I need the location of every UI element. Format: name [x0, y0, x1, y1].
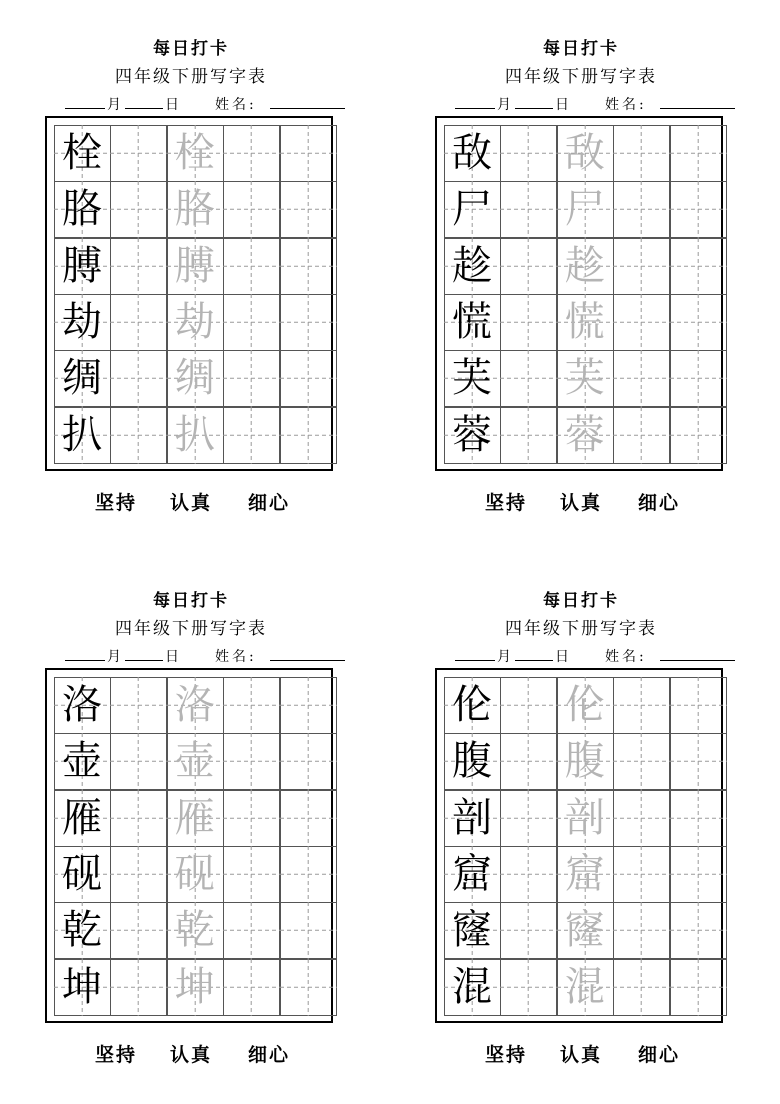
motto-word: 认真	[170, 1044, 213, 1066]
model-character: 芙	[452, 355, 492, 402]
grid-cell[interactable]	[670, 407, 726, 463]
grid-cell[interactable]	[110, 181, 166, 237]
tian-grid-lines-icon	[670, 733, 727, 790]
grid-cell[interactable]	[223, 238, 279, 294]
grid-cell[interactable]	[500, 181, 556, 237]
grid-cell[interactable]	[54, 846, 110, 902]
grid-cell[interactable]	[500, 125, 556, 181]
model-character: 伦	[452, 682, 492, 728]
grid-cell[interactable]	[280, 125, 336, 181]
grid-cell[interactable]	[557, 677, 613, 733]
model-character: 胳	[62, 186, 102, 233]
grid-cell[interactable]	[557, 181, 613, 237]
grid-cell[interactable]	[110, 902, 166, 958]
grid-cell[interactable]	[167, 238, 223, 294]
tian-grid-lines-icon	[670, 959, 727, 1016]
trace-character: 雁	[174, 794, 215, 841]
tian-grid-lines-icon	[613, 407, 670, 464]
model-character: 扒	[62, 411, 102, 458]
tian-grid-lines-icon	[500, 407, 557, 464]
grid-cell[interactable]	[444, 125, 500, 181]
tian-grid-lines-icon	[223, 181, 280, 238]
motto-word: 认真	[560, 492, 603, 514]
grid-cell[interactable]	[223, 294, 279, 350]
grid-cell[interactable]	[444, 238, 500, 294]
motto-word: 细心	[638, 492, 681, 514]
day-label: 日	[555, 649, 569, 665]
grid-cell[interactable]	[110, 790, 166, 846]
writing-grid-frame	[435, 668, 723, 1023]
day-label: 日	[165, 97, 179, 113]
grid-cell[interactable]	[500, 733, 556, 789]
grid-cell[interactable]	[110, 733, 166, 789]
tian-grid-lines-icon	[500, 125, 557, 182]
tian-grid-lines-icon	[110, 407, 167, 464]
tian-grid-lines-icon	[613, 181, 670, 238]
grid-cell[interactable]	[500, 294, 556, 350]
writing-grid	[54, 125, 336, 463]
grid-cell[interactable]	[444, 350, 500, 406]
grid-cell[interactable]	[670, 733, 726, 789]
grid-cell[interactable]	[54, 407, 110, 463]
model-character: 慌	[452, 298, 492, 345]
tian-grid-lines-icon	[670, 238, 727, 295]
grid-cell[interactable]	[444, 846, 500, 902]
month-blank[interactable]	[455, 94, 495, 109]
trace-character: 蓉	[564, 411, 605, 458]
day-blank[interactable]	[125, 94, 163, 109]
grid-cell[interactable]	[670, 846, 726, 902]
name-blank[interactable]	[270, 646, 345, 661]
tian-grid-lines-icon	[110, 959, 167, 1016]
trace-character: 壶	[174, 738, 215, 785]
grid-cell[interactable]	[500, 407, 556, 463]
grid-cell[interactable]	[444, 407, 500, 463]
tian-grid-lines-icon	[110, 846, 167, 903]
grid-cell[interactable]	[223, 677, 279, 733]
motto-word: 坚持	[95, 1044, 138, 1066]
day-blank[interactable]	[515, 646, 553, 661]
name-label: 姓名:	[215, 97, 257, 113]
tian-grid-lines-icon	[223, 407, 280, 464]
grid-cell[interactable]	[280, 846, 336, 902]
grid-cell[interactable]	[280, 407, 336, 463]
writing-grid-frame	[435, 116, 723, 471]
tian-grid-lines-icon	[613, 902, 670, 959]
tian-grid-lines-icon	[110, 350, 167, 407]
grid-cell[interactable]	[670, 181, 726, 237]
grid-cell[interactable]	[280, 294, 336, 350]
trace-character: 乾	[174, 907, 215, 954]
grid-cell[interactable]	[54, 294, 110, 350]
grid-cell[interactable]	[54, 902, 110, 958]
grid-cell[interactable]	[557, 238, 613, 294]
date-name-line	[455, 646, 735, 666]
motto-word: 细心	[248, 1044, 291, 1066]
tian-grid-lines-icon	[670, 790, 727, 847]
tian-grid-lines-icon	[613, 294, 670, 351]
trace-character: 趁	[564, 242, 605, 289]
date-name-line	[65, 646, 345, 666]
grid-cell[interactable]	[670, 790, 726, 846]
model-character: 剖	[452, 794, 492, 841]
tian-grid-lines-icon	[500, 677, 557, 734]
trace-character: 坤	[174, 963, 215, 1010]
grid-cell[interactable]	[280, 350, 336, 406]
grid-cell[interactable]	[280, 181, 336, 237]
grid-cell[interactable]	[223, 959, 279, 1015]
grid-cell[interactable]	[670, 677, 726, 733]
grid-cell[interactable]	[167, 733, 223, 789]
tian-grid-lines-icon	[500, 733, 557, 790]
name-label: 姓名:	[605, 649, 647, 665]
trace-character: 尸	[564, 186, 605, 233]
grid-cell[interactable]	[670, 125, 726, 181]
tian-grid-lines-icon	[500, 294, 557, 351]
motto-word: 坚持	[485, 492, 528, 514]
grid-cell[interactable]	[500, 238, 556, 294]
tian-grid-lines-icon	[110, 902, 167, 959]
tian-grid-lines-icon	[670, 294, 727, 351]
tian-grid-lines-icon	[280, 846, 337, 903]
tian-grid-lines-icon	[280, 959, 337, 1016]
motto-word: 坚持	[95, 492, 138, 514]
grid-cell[interactable]	[54, 238, 110, 294]
model-character: 洛	[62, 682, 102, 728]
grid-cell[interactable]	[557, 350, 613, 406]
tian-grid-lines-icon	[280, 350, 337, 407]
trace-character: 扒	[174, 411, 215, 458]
tian-grid-lines-icon	[280, 294, 337, 351]
card-subtitle: 四年级下册写字表	[505, 67, 657, 87]
model-character: 乾	[62, 907, 102, 954]
grid-cell[interactable]	[444, 677, 500, 733]
name-label: 姓名:	[605, 97, 647, 113]
grid-cell[interactable]	[670, 959, 726, 1015]
tian-grid-lines-icon	[280, 790, 337, 847]
grid-cell[interactable]	[167, 846, 223, 902]
grid-cell[interactable]	[670, 294, 726, 350]
grid-cell[interactable]	[280, 238, 336, 294]
tian-grid-lines-icon	[500, 902, 557, 959]
model-character: 窿	[452, 907, 492, 954]
grid-cell[interactable]	[557, 125, 613, 181]
grid-cell[interactable]	[110, 407, 166, 463]
tian-grid-lines-icon	[613, 238, 670, 295]
grid-cell[interactable]	[557, 846, 613, 902]
model-character: 壶	[62, 738, 102, 785]
tian-grid-lines-icon	[500, 846, 557, 903]
tian-grid-lines-icon	[280, 733, 337, 790]
card-subtitle: 四年级下册写字表	[115, 619, 267, 639]
model-character: 窟	[452, 850, 492, 897]
grid-cell[interactable]	[280, 733, 336, 789]
grid-cell[interactable]	[613, 733, 669, 789]
trace-character: 劫	[174, 298, 215, 345]
grid-cell[interactable]	[54, 677, 110, 733]
trace-character: 洛	[174, 682, 215, 728]
grid-cell[interactable]	[500, 790, 556, 846]
tian-grid-lines-icon	[500, 959, 557, 1016]
grid-cell[interactable]	[110, 294, 166, 350]
tian-grid-lines-icon	[223, 125, 280, 182]
model-character: 劫	[62, 298, 102, 345]
name-blank[interactable]	[270, 94, 345, 109]
tian-grid-lines-icon	[223, 846, 280, 903]
tian-grid-lines-icon	[613, 846, 670, 903]
card-title: 每日打卡	[153, 591, 229, 611]
model-character: 尸	[452, 186, 492, 233]
tian-grid-lines-icon	[670, 902, 727, 959]
writing-grid	[54, 677, 336, 1015]
grid-cell[interactable]	[110, 677, 166, 733]
tian-grid-lines-icon	[110, 294, 167, 351]
tian-grid-lines-icon	[280, 677, 337, 734]
grid-cell[interactable]	[444, 790, 500, 846]
grid-cell[interactable]	[110, 350, 166, 406]
trace-character: 膊	[174, 242, 215, 289]
day-blank[interactable]	[125, 646, 163, 661]
trace-character: 绸	[174, 355, 215, 402]
tian-grid-lines-icon	[280, 902, 337, 959]
grid-cell[interactable]	[280, 902, 336, 958]
model-character: 蓉	[452, 411, 492, 458]
grid-cell[interactable]	[110, 125, 166, 181]
tian-grid-lines-icon	[280, 181, 337, 238]
trace-character: 栓	[174, 130, 215, 176]
trace-character: 窟	[564, 850, 605, 897]
grid-cell[interactable]	[557, 959, 613, 1015]
trace-character: 慌	[564, 298, 605, 345]
model-character: 腹	[452, 738, 492, 785]
month-label: 月	[497, 97, 511, 113]
tian-grid-lines-icon	[613, 790, 670, 847]
month-blank[interactable]	[455, 646, 495, 661]
grid-cell[interactable]	[613, 902, 669, 958]
grid-cell[interactable]	[167, 350, 223, 406]
card-subtitle: 四年级下册写字表	[505, 619, 657, 639]
model-character: 绸	[62, 355, 102, 402]
grid-cell[interactable]	[167, 790, 223, 846]
grid-cell[interactable]	[500, 902, 556, 958]
tian-grid-lines-icon	[223, 959, 280, 1016]
grid-cell[interactable]	[557, 790, 613, 846]
grid-cell[interactable]	[54, 790, 110, 846]
trace-character: 砚	[174, 850, 215, 897]
tian-grid-lines-icon	[110, 125, 167, 182]
grid-cell[interactable]	[444, 959, 500, 1015]
grid-cell[interactable]	[500, 677, 556, 733]
grid-cell[interactable]	[444, 181, 500, 237]
grid-cell[interactable]	[223, 125, 279, 181]
tian-grid-lines-icon	[110, 181, 167, 238]
tian-grid-lines-icon	[110, 790, 167, 847]
month-label: 月	[107, 97, 121, 113]
tian-grid-lines-icon	[670, 125, 727, 182]
model-character: 栓	[62, 130, 102, 176]
grid-cell[interactable]	[280, 959, 336, 1015]
tian-grid-lines-icon	[670, 181, 727, 238]
model-character: 敌	[452, 130, 492, 176]
grid-cell[interactable]	[110, 959, 166, 1015]
model-character: 膊	[62, 242, 102, 289]
motto-word: 坚持	[485, 1044, 528, 1066]
grid-cell[interactable]	[167, 294, 223, 350]
grid-cell[interactable]	[613, 677, 669, 733]
tian-grid-lines-icon	[670, 350, 727, 407]
writing-grid	[444, 125, 726, 463]
date-name-line	[455, 94, 735, 114]
tian-grid-lines-icon	[280, 125, 337, 182]
grid-cell[interactable]	[54, 125, 110, 181]
tian-grid-lines-icon	[613, 125, 670, 182]
grid-cell[interactable]	[223, 407, 279, 463]
day-label: 日	[165, 649, 179, 665]
grid-cell[interactable]	[670, 902, 726, 958]
trace-character: 胳	[174, 186, 215, 233]
grid-cell[interactable]	[500, 350, 556, 406]
grid-cell[interactable]	[613, 294, 669, 350]
grid-cell[interactable]	[223, 846, 279, 902]
writing-grid-frame	[45, 668, 333, 1023]
motto-word: 细心	[638, 1044, 681, 1066]
grid-cell[interactable]	[500, 846, 556, 902]
tian-grid-lines-icon	[670, 407, 727, 464]
grid-cell[interactable]	[280, 790, 336, 846]
name-blank[interactable]	[660, 646, 735, 661]
grid-cell[interactable]	[613, 181, 669, 237]
tian-grid-lines-icon	[500, 238, 557, 295]
card-title: 每日打卡	[543, 591, 619, 611]
grid-cell[interactable]	[444, 902, 500, 958]
tian-grid-lines-icon	[223, 677, 280, 734]
day-blank[interactable]	[515, 94, 553, 109]
grid-cell[interactable]	[613, 125, 669, 181]
tian-grid-lines-icon	[110, 238, 167, 295]
month-blank[interactable]	[65, 94, 105, 109]
model-character: 混	[452, 963, 492, 1010]
grid-cell[interactable]	[557, 902, 613, 958]
day-label: 日	[555, 97, 569, 113]
month-blank[interactable]	[65, 646, 105, 661]
tian-grid-lines-icon	[110, 677, 167, 734]
tian-grid-lines-icon	[223, 350, 280, 407]
grid-cell[interactable]	[223, 902, 279, 958]
model-character: 趁	[452, 242, 492, 289]
grid-cell[interactable]	[54, 350, 110, 406]
tian-grid-lines-icon	[223, 733, 280, 790]
grid-cell[interactable]	[167, 902, 223, 958]
trace-character: 伦	[564, 682, 605, 728]
model-character: 砚	[62, 850, 102, 897]
card-subtitle: 四年级下册写字表	[115, 67, 267, 87]
tian-grid-lines-icon	[223, 294, 280, 351]
grid-cell[interactable]	[167, 181, 223, 237]
grid-cell[interactable]	[613, 846, 669, 902]
month-label: 月	[107, 649, 121, 665]
tian-grid-lines-icon	[613, 959, 670, 1016]
grid-cell[interactable]	[670, 238, 726, 294]
tian-grid-lines-icon	[280, 238, 337, 295]
grid-cell[interactable]	[54, 959, 110, 1015]
writing-grid	[444, 677, 726, 1015]
model-character: 雁	[62, 794, 102, 841]
name-blank[interactable]	[660, 94, 735, 109]
name-label: 姓名:	[215, 649, 257, 665]
card-title: 每日打卡	[543, 39, 619, 59]
tian-grid-lines-icon	[500, 350, 557, 407]
grid-cell[interactable]	[444, 733, 500, 789]
motto-word: 认真	[560, 1044, 603, 1066]
tian-grid-lines-icon	[613, 350, 670, 407]
grid-cell[interactable]	[54, 733, 110, 789]
grid-cell[interactable]	[557, 294, 613, 350]
writing-grid-frame	[45, 116, 333, 471]
grid-cell[interactable]	[670, 350, 726, 406]
tian-grid-lines-icon	[110, 733, 167, 790]
grid-cell[interactable]	[223, 181, 279, 237]
grid-cell[interactable]	[223, 733, 279, 789]
tian-grid-lines-icon	[670, 677, 727, 734]
month-label: 月	[497, 649, 511, 665]
grid-cell[interactable]	[167, 959, 223, 1015]
tian-grid-lines-icon	[223, 790, 280, 847]
grid-cell[interactable]	[167, 125, 223, 181]
tian-grid-lines-icon	[670, 846, 727, 903]
grid-cell[interactable]	[223, 790, 279, 846]
grid-cell[interactable]	[613, 959, 669, 1015]
trace-character: 芙	[564, 355, 605, 402]
card-title: 每日打卡	[153, 39, 229, 59]
tian-grid-lines-icon	[613, 677, 670, 734]
grid-cell[interactable]	[54, 181, 110, 237]
trace-character: 腹	[564, 738, 605, 785]
trace-character: 混	[564, 963, 605, 1010]
tian-grid-lines-icon	[500, 181, 557, 238]
tian-grid-lines-icon	[500, 790, 557, 847]
grid-cell[interactable]	[500, 959, 556, 1015]
grid-cell[interactable]	[557, 733, 613, 789]
grid-cell[interactable]	[167, 407, 223, 463]
grid-cell[interactable]	[613, 350, 669, 406]
tian-grid-lines-icon	[613, 733, 670, 790]
grid-cell[interactable]	[280, 677, 336, 733]
grid-cell[interactable]	[557, 407, 613, 463]
model-character: 坤	[62, 963, 102, 1010]
grid-cell[interactable]	[167, 677, 223, 733]
grid-cell[interactable]	[613, 238, 669, 294]
grid-cell[interactable]	[444, 294, 500, 350]
date-name-line	[65, 94, 345, 114]
grid-cell[interactable]	[223, 350, 279, 406]
tian-grid-lines-icon	[223, 238, 280, 295]
grid-cell[interactable]	[613, 790, 669, 846]
tian-grid-lines-icon	[223, 902, 280, 959]
motto-word: 认真	[170, 492, 213, 514]
grid-cell[interactable]	[613, 407, 669, 463]
grid-cell[interactable]	[110, 846, 166, 902]
trace-character: 剖	[564, 794, 605, 841]
tian-grid-lines-icon	[280, 407, 337, 464]
trace-character: 敌	[564, 130, 605, 176]
grid-cell[interactable]	[110, 238, 166, 294]
trace-character: 窿	[564, 907, 605, 954]
motto-word: 细心	[248, 492, 291, 514]
